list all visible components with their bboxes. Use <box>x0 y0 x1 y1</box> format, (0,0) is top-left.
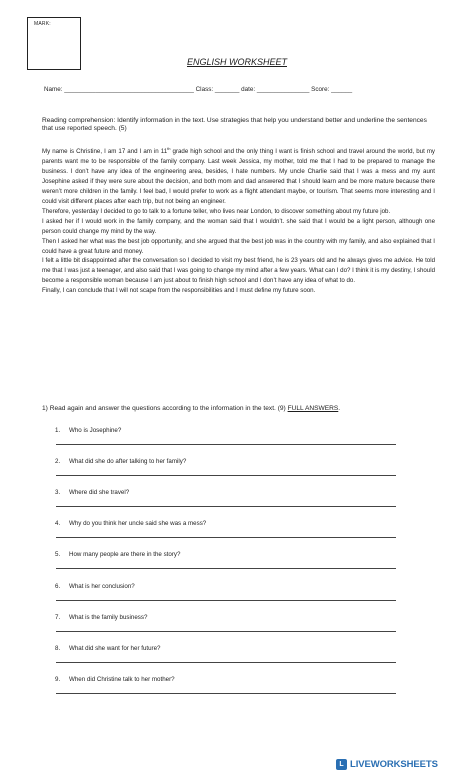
question-item <box>55 489 435 496</box>
question-number: 3. <box>55 489 61 497</box>
question-item <box>55 614 435 621</box>
liveworksheets-logo <box>336 757 464 771</box>
question-item <box>55 427 435 434</box>
answer-line[interactable] <box>56 631 396 632</box>
question-text: What did she want for her future? <box>69 644 161 652</box>
question-text: How many people are there in the story? <box>69 551 181 559</box>
question-number: 1. <box>55 427 61 434</box>
question-number: 8. <box>55 644 61 652</box>
question-number: 5. <box>55 551 61 559</box>
question-item <box>55 458 435 465</box>
question-text: Who is Josephine? <box>69 427 122 434</box>
reading-passage <box>42 147 435 296</box>
question-item <box>55 676 435 683</box>
answer-line[interactable] <box>56 475 396 476</box>
answer-line[interactable] <box>56 506 396 507</box>
question-text: When did Christine talk to her mother? <box>69 675 175 683</box>
student-info-line: Name: _____________________________________ Class: _______ date: _______________ Score: ______ <box>44 86 353 93</box>
question-text: What did she do after talking to her family? <box>69 458 187 466</box>
answer-line[interactable] <box>56 444 396 445</box>
passage-paragraph: My name is Christine, I am 17 and I am in 11th grade high school and the only thing I want is finish school and travel around the world, but my parents want me to be responsible of the family company. Last week Jessica, my mother, told me that I had to be prepared to manage the business. I don’t have any idea of the engineering area, besides, I hate numbers. My uncle Charlie said that I was a mess and my aunt Josephine asked if they were sure about the decision, and both mom and dad answered that I should learn and be more mature because there weren’t more children in the family. I feel bad, I would prefer to work as a flight attendant maybe, or tourism. That seems more interesting and I could visit different places after each trip, but not being an engineer. <box>42 145 436 205</box>
question-number: 9. <box>55 675 61 683</box>
passage-paragraph: Then I asked her what was the best job opportunity, and she argued that the best job was in the country with my family, and also explained that I could have a great future and money. <box>42 237 435 255</box>
question-text: What is the family business? <box>69 613 148 621</box>
worksheet-title: ENGLISH WORKSHEET <box>186 57 287 67</box>
answer-line[interactable] <box>56 600 396 601</box>
question-number: 7. <box>55 613 61 621</box>
answer-line[interactable] <box>56 568 396 569</box>
passage-paragraph: I felt a little bit disappointed after the conversation so I decided to visit my best friend, he is 23 years old and he always gives me advice. He told me that I was just a teenager, and also said that I was going to change my mind after a few years. What can I do? I think it is my destiny, I should become a responsible woman because I am just about to finish high school and I don’t have any idea of what to do. <box>42 257 435 285</box>
question-item <box>55 645 435 652</box>
question-item <box>55 520 435 527</box>
mark-label: MARK: <box>34 21 51 27</box>
reading-instruction: Reading comprehension: Identify information in the text. Use strategies that help you understand better and underline the sentences that use reported speech. (5) <box>42 117 427 133</box>
answer-line[interactable] <box>56 693 396 694</box>
answer-line[interactable] <box>56 537 396 538</box>
passage-paragraph: Finally, I can conclude that I will not scape from the responsibilities and I must define my future soon. <box>42 287 316 295</box>
question-number: 4. <box>55 520 61 528</box>
logo-badge-icon: L <box>336 759 347 770</box>
question-text: Where did she travel? <box>69 489 130 497</box>
question-item <box>55 551 435 558</box>
answer-line[interactable] <box>56 662 396 663</box>
question-item <box>55 583 435 590</box>
logo-text: LIVEWORKSHEETS <box>350 758 438 770</box>
question-number: 2. <box>55 458 61 466</box>
passage-paragraph: Therefore, yesterday I decided to go to talk to a fortune teller, who lives near London, to discover something about my future job. <box>42 207 391 215</box>
question-text: What is her conclusion? <box>69 582 135 590</box>
question-text: Why do you think her uncle said she was a mess? <box>69 520 207 528</box>
questions-heading: 1) Read again and answer the questions according to the information in the text. (9) FULL ANSWERS. <box>42 405 341 412</box>
question-number: 6. <box>55 582 61 590</box>
passage-paragraph: I asked her if I would work in the family company, and the woman said that I wouldn’t. she said that I would be a light person, although one person could change my mind by the way. <box>42 217 435 235</box>
